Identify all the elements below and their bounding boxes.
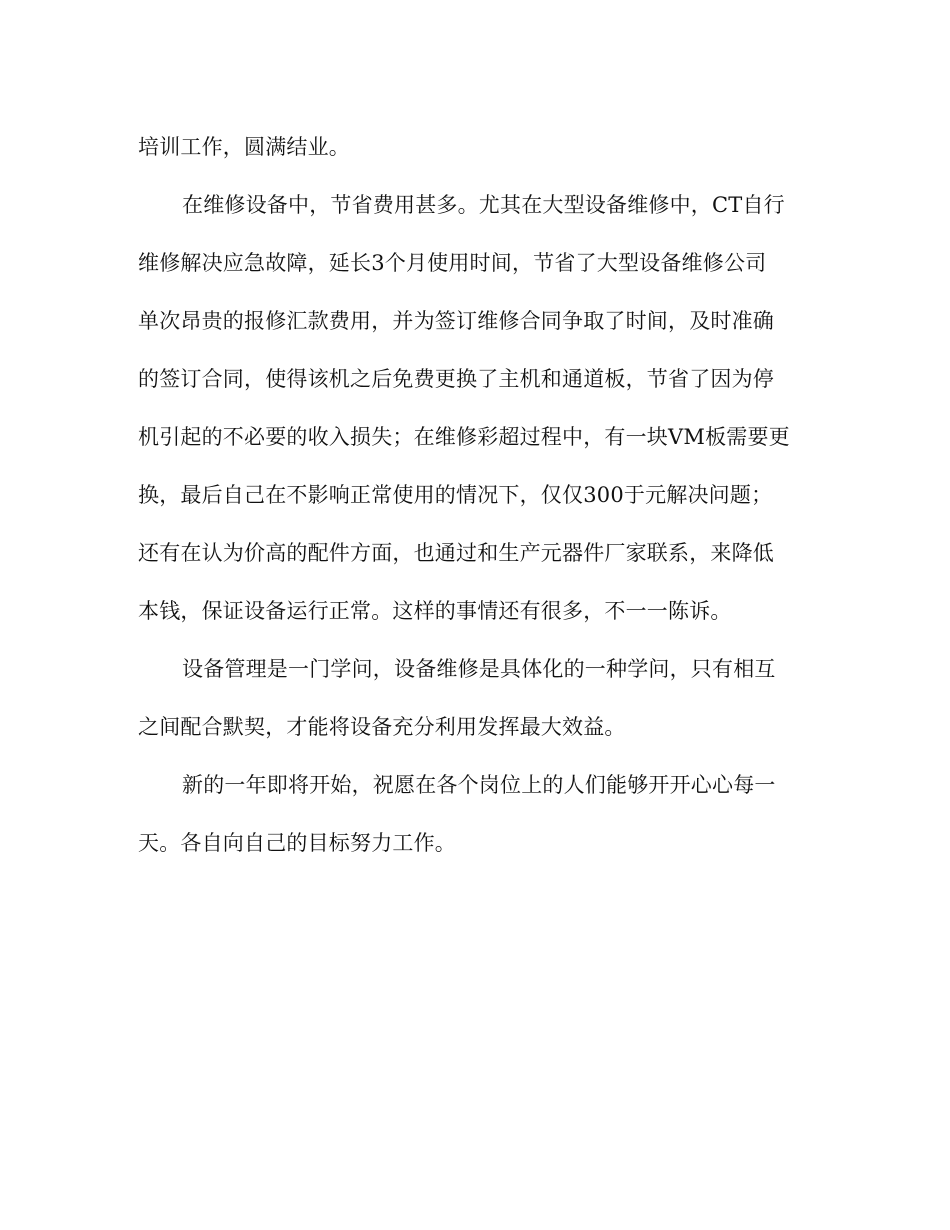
- text-line: 设备管理是一门学问，设备维修是具体化的一种学问，只有相互: [182, 657, 776, 681]
- text-line: 还有在认为价高的配件方面，也通过和生产元器件厂家联系，来降低: [138, 541, 774, 565]
- text-line: 本钱，保证设备运行正常。这样的事情还有很多，不一一陈诉。: [138, 599, 732, 623]
- text-line: 在维修设备中，节省费用甚多。尤其在大型设备维修中，CT自行: [182, 193, 785, 217]
- text-line: 的签订合同，使得该机之后免费更换了主机和通道板，节省了因为停: [138, 367, 774, 391]
- text-line: 单次昂贵的报修汇款费用，并为签订维修合同争取了时间，及时准确: [138, 309, 774, 333]
- text-line: 天。各自向自己的目标努力工作。: [138, 831, 456, 855]
- text-line: 培训工作，圆满结业。: [138, 135, 350, 159]
- text-line: 换，最后自己在不影响正常使用的情况下，仅仅300于元解决问题；: [138, 483, 773, 507]
- text-line: 维修解决应急故障，延长3个月使用时间，节省了大型设备维修公司: [138, 251, 767, 275]
- text-line: 新的一年即将开始，祝愿在各个岗位上的人们能够开开心心每一: [182, 773, 776, 797]
- document-body: [138, 118, 808, 872]
- text-line: 机引起的不必要的收入损失；在维修彩超过程中，有一块VM板需要更: [138, 425, 790, 449]
- text-line: 之间配合默契，才能将设备充分利用发挥最大效益。: [138, 715, 626, 739]
